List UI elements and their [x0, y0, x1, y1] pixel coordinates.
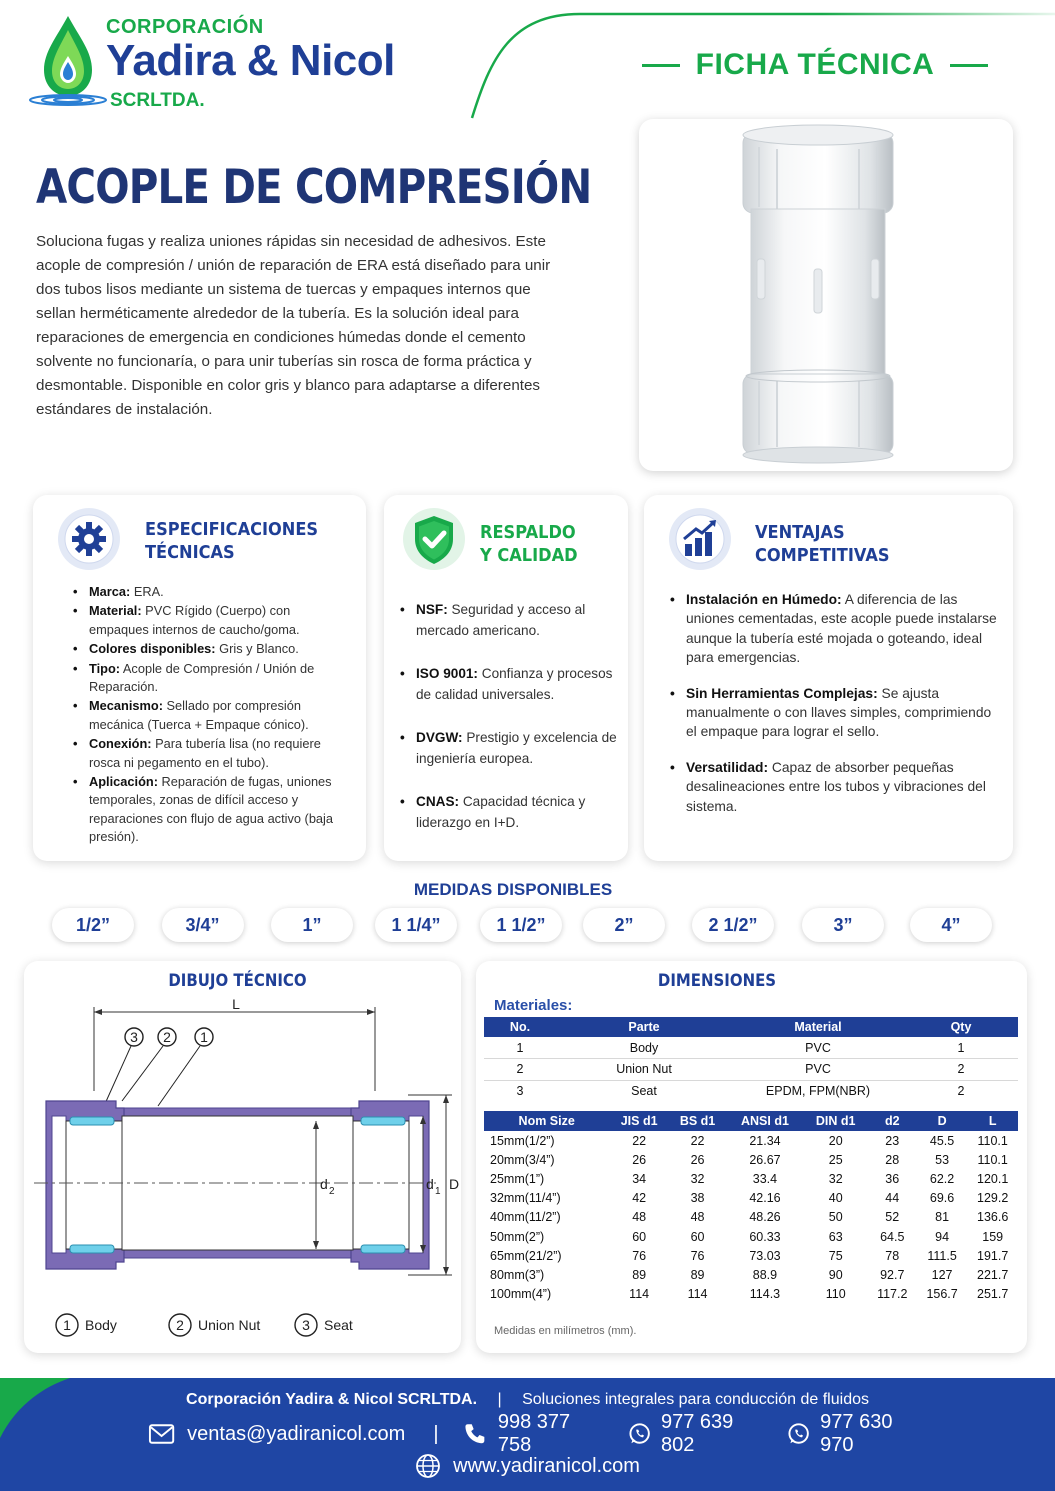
- dimensions-row: [484, 1208, 1018, 1227]
- sizes-title: MEDIDAS DISPONIBLES: [413, 880, 613, 899]
- advantages-title-line2: COMPETITIVAS: [755, 545, 890, 566]
- specs-item: • Mecanismo: Sellado por compresión mecánica (Tuerca + Empaque cónico).: [71, 697, 353, 734]
- shield-check-icon: [402, 507, 466, 571]
- callout-2: 2: [163, 1029, 171, 1045]
- materials-cell: 2: [484, 1059, 556, 1081]
- specs-list: [71, 583, 353, 848]
- dimensions-cell: 110.1: [977, 1133, 1008, 1148]
- dimensions-header-cell: Nom Size: [484, 1111, 609, 1131]
- ficha-dash-right: [950, 64, 988, 67]
- footer-contact-row: [148, 1411, 928, 1456]
- callout-3: 3: [130, 1029, 138, 1045]
- materials-cell: PVC: [732, 1059, 904, 1081]
- dimensions-cell: 23: [885, 1133, 900, 1148]
- legend-3-label: Seat: [324, 1317, 353, 1333]
- water-drop-logo-icon: [28, 12, 108, 112]
- ficha-dash-left: [642, 64, 680, 67]
- dimensions-header-cell: DIN d1: [804, 1111, 868, 1131]
- footer-separator: |: [433, 1422, 439, 1445]
- dimensions-cell: 15mm(1/2”): [490, 1133, 555, 1148]
- dimensions-cell: 92.7: [880, 1267, 905, 1282]
- advantages-list: [668, 590, 998, 832]
- dimensions-cell: 50: [828, 1210, 843, 1225]
- dimensions-cell: 50mm(2”): [490, 1229, 545, 1244]
- materials-cell: PVC: [732, 1037, 904, 1059]
- legend-3-num: 3: [302, 1317, 310, 1333]
- dimensions-cell: 60: [690, 1229, 705, 1244]
- dimensions-cell: 20mm(3/4”): [490, 1152, 555, 1167]
- dimensions-cell: 69.6: [929, 1191, 955, 1206]
- dimensions-header-cell: JIS d1: [609, 1111, 669, 1131]
- dimensions-cell: 156.7: [926, 1287, 958, 1302]
- materials-row: [484, 1037, 1018, 1059]
- technical-drawing-card: [24, 961, 461, 1353]
- dimensions-header-row: [484, 1111, 1018, 1131]
- quality-item: • DVGW: Prestigio y excelencia de ingeniería europea.: [398, 727, 620, 769]
- dimensions-cell: 26.67: [749, 1152, 781, 1167]
- dimensions-cell: 89: [690, 1267, 705, 1282]
- dimensions-header-cell: D: [917, 1111, 968, 1131]
- dimensions-cell: 159: [982, 1229, 1004, 1244]
- specs-title-line1: ESPECIFICACIONES: [145, 519, 319, 540]
- dimensions-cell: 26: [632, 1152, 647, 1167]
- size-pill: 1 1/2”: [480, 908, 562, 942]
- dimensions-header-cell: BS d1: [669, 1111, 726, 1131]
- legend-2-label: Union Nut: [198, 1317, 261, 1333]
- specs-item: • Marca: ERA.: [71, 583, 353, 601]
- size-pill: 2 1/2”: [692, 908, 774, 942]
- dimensions-cell: 48: [632, 1210, 647, 1225]
- dimensions-row: [484, 1169, 1018, 1188]
- quality-item: • CNAS: Capacidad técnica y liderazgo en I+D.: [398, 791, 620, 833]
- size-pill: 3/4”: [162, 908, 244, 942]
- advantages-item: • Sin Herramientas Complejas: Se ajusta manualmente o con llaves simples, comprimiendo el empaque para lograr el sello.: [668, 684, 998, 742]
- materials-label: Materiales:: [494, 997, 573, 1014]
- dimensions-cell: 60.33: [749, 1229, 781, 1244]
- materials-header-row: [484, 1017, 1018, 1037]
- dim-d2-label: d: [320, 1176, 328, 1192]
- dimensions-cell: 73.03: [749, 1248, 781, 1263]
- dimensions-cell: 36: [885, 1171, 900, 1186]
- dimensions-cell: 25mm(1”): [490, 1171, 545, 1186]
- dimensions-cell: 32: [828, 1171, 843, 1186]
- dimensions-cell: 42: [632, 1191, 647, 1206]
- dimensions-cell: 32: [690, 1171, 705, 1186]
- legend-2-num: 2: [176, 1317, 184, 1333]
- product-title: ACOPLE DE COMPRESIÓN: [36, 160, 592, 215]
- dimensions-cell: 75: [828, 1248, 843, 1263]
- dimensions-header-cell: ANSI d1: [726, 1111, 804, 1131]
- footer-separator: |: [497, 1391, 502, 1408]
- dimensions-header-cell: L: [967, 1111, 1018, 1131]
- growth-chart-icon: [668, 507, 732, 571]
- dimensions-cell: 94: [935, 1229, 950, 1244]
- dim-d1-label: d: [426, 1176, 434, 1192]
- dim-d2-subscript: 2: [329, 1186, 335, 1197]
- dimensions-cell: 22: [690, 1133, 705, 1148]
- size-pill: 1/2”: [52, 908, 134, 942]
- dimensions-cell: 191.7: [977, 1248, 1009, 1263]
- materials-cell: Body: [556, 1037, 732, 1059]
- footer-tagline: Soluciones integrales para conducción de fluidos: [522, 1391, 869, 1408]
- dimensions-cell: 64.5: [880, 1229, 905, 1244]
- specs-card: [33, 495, 366, 861]
- dimensions-cell: 76: [690, 1248, 705, 1263]
- quality-item: • ISO 9001: Confianza y procesos de calidad universales.: [398, 663, 620, 705]
- specs-title-line2: TÉCNICAS: [145, 542, 235, 563]
- materials-cell: Union Nut: [556, 1059, 732, 1081]
- whatsapp-icon: [628, 1422, 651, 1446]
- dimensions-cell: 22: [632, 1133, 647, 1148]
- dimensions-row: [484, 1189, 1018, 1208]
- dimensions-cell: 62.2: [929, 1171, 955, 1186]
- dimensions-cell: 129.2: [977, 1191, 1009, 1206]
- dimensions-cell: 117.2: [877, 1287, 908, 1302]
- logo-corp-text: CORPORACIÓN: [106, 16, 264, 38]
- dimensions-title: DIMENSIONES: [657, 971, 777, 991]
- size-pill: 3”: [802, 908, 884, 942]
- specs-item: • Tipo: Acople de Compresión / Unión de Reparación.: [71, 660, 353, 697]
- product-photo-card: [639, 119, 1013, 471]
- compression-coupling-photo: [639, 119, 1013, 471]
- dimensions-cell: 111.5: [927, 1248, 957, 1263]
- advantages-item: • Versatilidad: Capaz de absorber pequeñas desalineaciones entre los tubos y vibraciones del sistema.: [668, 758, 998, 816]
- footer-email[interactable]: ventas@yadiranicol.com: [187, 1422, 406, 1445]
- callout-1: 1: [200, 1029, 208, 1045]
- dimensions-cell: 48.26: [749, 1210, 781, 1225]
- dimensions-cell: 53: [935, 1152, 950, 1167]
- specs-item: • Colores disponibles: Gris y Blanco.: [71, 640, 353, 658]
- product-description: Soluciona fugas y realiza uniones rápidas sin necesidad de adhesivos. Este acople de compresión / unión de reparación de ERA está diseñado para unir dos tubos lisos mediante un sistema de tuercas y empaques internos que sellan herméticamente alrededor de la tubería. Es la solución ideal para reparaciones de emergencia en condiciones húmedas donde el cemento solvente no funcionaría, o para unir tuberías sin rosca de forma práctica y desmontable. Disponible en color gris y blanco para adaptarse a diferentes estándares de instalación.: [36, 233, 551, 418]
- materials-cell: 1: [484, 1037, 556, 1059]
- materials-cell: 3: [516, 1084, 524, 1098]
- gear-icon: [57, 507, 121, 571]
- materials-cell: 2: [904, 1059, 1018, 1081]
- dimensions-cell: 76: [632, 1248, 647, 1263]
- dimensions-cell: 110: [825, 1287, 846, 1302]
- ficha-tecnica-label: FICHA TÉCNICA: [695, 48, 935, 81]
- dimensions-cell: 120.1: [977, 1171, 1009, 1186]
- footer-phone[interactable]: 998 377 758: [497, 1411, 571, 1456]
- dimensions-row: [484, 1150, 1018, 1169]
- mail-icon: [148, 1423, 175, 1445]
- materials-header-cell: Material: [732, 1017, 904, 1037]
- dimensions-row: [484, 1227, 1018, 1246]
- dimensions-cell: 63: [828, 1229, 843, 1244]
- dimensions-cell: 90: [828, 1267, 843, 1282]
- dimensions-cell: 114.3: [749, 1287, 781, 1302]
- dimensions-cell: 28: [885, 1152, 900, 1167]
- dimensions-cell: 60: [632, 1229, 647, 1244]
- ficha-tecnica-heading: [642, 48, 988, 82]
- footer-whatsapp-2[interactable]: 977 630 970: [820, 1411, 893, 1456]
- dimensions-cell: 89: [632, 1267, 647, 1282]
- dimensions-cell: 44: [885, 1191, 900, 1206]
- materials-header-cell: Qty: [904, 1017, 1018, 1037]
- materials-cell: EPDM, FPM(NBR): [765, 1084, 871, 1098]
- footer-website-row: [0, 1453, 1055, 1479]
- phone-icon: [463, 1422, 486, 1446]
- size-pill: 2”: [583, 908, 665, 942]
- sizes-list: [52, 908, 992, 942]
- dimensions-cell: 25: [828, 1152, 843, 1167]
- specs-item: • Aplicación: Reparación de fugas, uniones temporales, zonas de difícil acceso y reparaciones con flujo de agua activo (baja presión).: [71, 773, 353, 847]
- dimensions-row: [484, 1265, 1018, 1284]
- legend-1-label: Body: [85, 1317, 117, 1333]
- dimensions-cell: 65mm(21/2”): [490, 1248, 562, 1263]
- quality-item: • NSF: Seguridad y acceso al mercado americano.: [398, 599, 620, 641]
- dimensions-cell: 38: [690, 1191, 705, 1206]
- logo-suffix: SCRLTDA.: [110, 90, 205, 111]
- dimensions-row: [484, 1285, 1018, 1304]
- dimensions-cell: 42.16: [749, 1191, 781, 1206]
- quality-title-line2: Y CALIDAD: [480, 545, 578, 566]
- dim-L-label: L: [232, 996, 240, 1012]
- footer-website[interactable]: www.yadiranicol.com: [453, 1454, 640, 1477]
- whatsapp-icon: [787, 1422, 810, 1446]
- quality-title: [480, 521, 578, 567]
- dimensions-cell: 48: [690, 1210, 705, 1225]
- legend-1-num: 1: [63, 1317, 71, 1333]
- quality-card: [384, 495, 628, 861]
- specs-title: [145, 518, 318, 564]
- dimensions-row: [484, 1131, 1018, 1150]
- dimensions-table: [484, 1111, 1018, 1304]
- dimensions-cell: 20: [828, 1133, 843, 1148]
- dim-D-label: D: [449, 1176, 460, 1192]
- dimensions-cell: 110.1: [977, 1152, 1008, 1167]
- dimensions-card: [476, 961, 1027, 1353]
- size-pill: 1”: [271, 908, 353, 942]
- materials-header-cell: No.: [484, 1017, 556, 1037]
- dimensions-cell: 34: [632, 1171, 647, 1186]
- dimensions-row: [484, 1246, 1018, 1265]
- dimensions-cell: 52: [885, 1210, 900, 1225]
- dimensions-cell: 26: [690, 1152, 705, 1167]
- globe-icon: [415, 1453, 441, 1479]
- dimensions-cell: 45.5: [929, 1133, 955, 1148]
- materials-cell: 1: [904, 1037, 1018, 1059]
- size-pill: 1 1/4”: [375, 908, 457, 942]
- materials-table: [484, 1017, 1018, 1102]
- quality-list: [398, 599, 620, 855]
- quality-title-line1: RESPALDO: [480, 522, 576, 543]
- dimensions-cell: 21.34: [749, 1133, 781, 1148]
- dimensions-cell: 33.4: [752, 1171, 778, 1186]
- specs-item: • Material: PVC Rígido (Cuerpo) con empaques internos de caucho/goma.: [71, 602, 353, 639]
- footer-whatsapp-1[interactable]: 977 639 802: [660, 1411, 734, 1456]
- coupling-cross-section-drawing: [24, 961, 461, 1353]
- footer-company-row: [0, 1391, 1055, 1409]
- dimensions-note: Medidas en milímetros (mm).: [494, 1325, 637, 1337]
- dimensions-header-cell: d2: [868, 1111, 917, 1131]
- dimensions-cell: 81: [935, 1210, 950, 1225]
- specs-item: • Conexión: Para tubería lisa (no requiere rosca ni pegamento en el tubo).: [71, 735, 353, 772]
- dim-d1-subscript: 1: [435, 1186, 441, 1197]
- materials-cell: 2: [957, 1084, 965, 1098]
- dimensions-cell: 40: [828, 1191, 843, 1206]
- dimensions-cell: 78: [885, 1248, 900, 1263]
- size-pill: 4”: [910, 908, 992, 942]
- materials-cell: Seat: [631, 1084, 657, 1098]
- dimensions-cell: 127: [931, 1267, 953, 1282]
- dimensions-cell: 114: [687, 1287, 708, 1302]
- materials-row: [484, 1059, 1018, 1081]
- dimensions-cell: 32mm(11/4”): [490, 1191, 561, 1206]
- advantages-item: • Instalación en Húmedo: A diferencia de las uniones cementadas, este acople puede instalarse aunque la tubería esté mojada o goteando, ideal para emergencias.: [668, 590, 998, 668]
- advantages-title-line1: VENTAJAS: [755, 522, 845, 543]
- dimensions-cell: 251.7: [977, 1287, 1009, 1302]
- footer-company: Corporación Yadira & Nicol SCRLTDA.: [186, 1391, 478, 1408]
- drawing-title: DIBUJO TÉCNICO: [168, 971, 307, 991]
- dimensions-cell: 221.7: [977, 1267, 1009, 1282]
- advantages-title: [755, 521, 890, 567]
- dimensions-cell: 100mm(4”): [490, 1287, 552, 1302]
- materials-header-cell: Parte: [556, 1017, 732, 1037]
- advantages-card: [644, 495, 1013, 861]
- materials-row: [484, 1080, 1018, 1102]
- dimensions-cell: 88.9: [752, 1267, 778, 1282]
- dimensions-cell: 40mm(11/2”): [490, 1210, 561, 1225]
- company-logo: [20, 12, 460, 112]
- dimensions-cell: 136.6: [977, 1210, 1009, 1225]
- dimensions-cell: 80mm(3”): [490, 1267, 545, 1282]
- dimensions-cell: 114: [629, 1287, 650, 1302]
- logo-company-name: Yadira & Nicol: [106, 36, 395, 85]
